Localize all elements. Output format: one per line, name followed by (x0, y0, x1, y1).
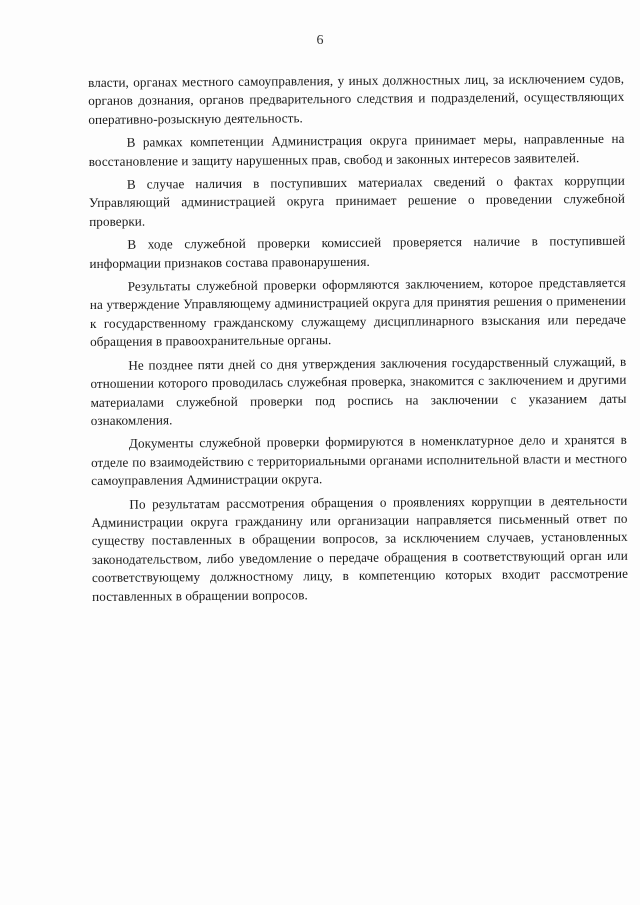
paragraph-familiarization: Не позднее пяти дней со дня утверждения заключения государственный служащий, в отношении которого проводилась служебная проверка, знакомится с заключением и другими материалами служебной проверки под роспись на заключении с указанием даты ознакомления. (90, 353, 627, 428)
paragraph-inspection-scope: В ходе служебной проверки комиссией проверяется наличие в поступившей информации признаков состава правонарушения. (89, 233, 626, 271)
page-number: 6 (316, 33, 324, 48)
paragraph-continuation: власти, органах местного самоуправления, у иных должностных лиц, за исключением судов, органов дознания, органов предварительного следствия и подразделений, осуществляющих оперативно-розыскную деятельность. (88, 70, 625, 127)
paragraph-inspection-decision: В случае наличия в поступивших материалах сведений о фактах коррупции Управляющий администрацией округа принимает решение о проведении служебной проверки. (88, 172, 626, 229)
paragraph-records-storage: Документы служебной проверки формируются в номенклатурное дело и хранятся в отделе по взаимодействию с территориальными органами исполнительной власти и местного самоуправления Администрации округа. (90, 432, 628, 489)
paragraph-inspection-results: Результаты служебной проверки оформляются заключением, которое представляется на утверждение Управляющему администрацией округа для принятия решения о применении к государственному гражданскому служащему дисциплинарного взыскания или передаче обращения в правоохранительные органы. (89, 274, 627, 350)
paragraph-written-response: По результатам рассмотрения обращения о проявлениях коррупции в деятельности Администрации округа гражданину или организации направляется письменный ответ по существу поставленных в обращении вопросов, за исключением случаев, установленных законодательством, либо уведомление о передаче обращения в соответствующий орган или соответствующему должностному лицу, в компетенцию которых входит рассмотрение поставленных в обращении вопросов. (91, 492, 628, 604)
document-body (88, 70, 628, 611)
paragraph-remedial-measures: В рамках компетенции Администрация округа принимает меры, направленные на восстановление и защиту нарушенных прав, свобод и законных интересов заявителей. (88, 131, 625, 169)
